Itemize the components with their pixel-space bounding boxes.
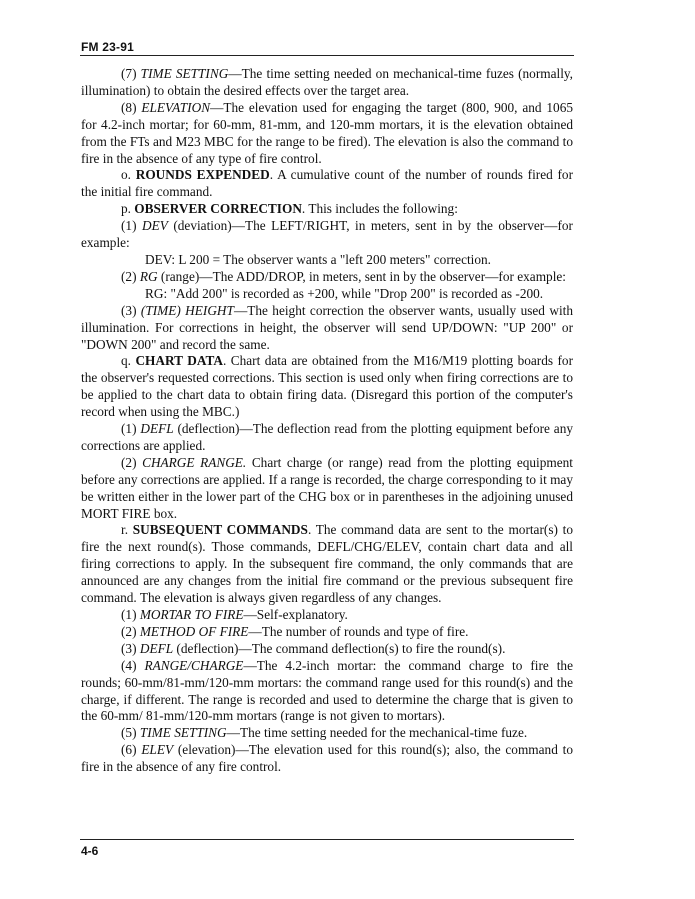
section-subsequent-commands <box>81 522 573 607</box>
example-rg: RG: "Add 200" is recorded as +200, while "Drop 200" is recorded as -200. <box>145 285 544 301</box>
section-text: . This includes the following: <box>301 201 458 217</box>
item-term: TIME SETTING <box>140 66 229 81</box>
item-term: (TIME) HEIGHT <box>140 302 234 318</box>
section-observer-correction <box>81 201 573 218</box>
item-term: RANGE/CHARGE <box>144 657 244 673</box>
item-text: —The 4.2-inch mortar: the command charge to fire the rounds; 60-mm/81-mm/120-mm mortars: the command range used for this round(s) and the charge, if different. The range is recorded and used to determine the charge that is given to the 60-mm/ 81-mm/120-mm mortars (range is not given to mortars). <box>81 657 573 724</box>
item-term: MORTAR TO FIRE <box>139 607 244 622</box>
section-chart-data <box>81 353 573 421</box>
item-term: ELEVATION <box>141 99 211 115</box>
item-number: (3) <box>121 302 141 318</box>
document-body <box>81 66 573 776</box>
item-term: METHOD OF FIRE <box>139 623 249 639</box>
para-range-charge <box>81 658 573 726</box>
section-title: ROUNDS EXPENDED <box>135 167 270 183</box>
item-number: (6) <box>121 742 142 758</box>
item-text: (deviation)—The LEFT/RIGHT, in meters, sent in by the observer—for example: <box>81 218 573 251</box>
item-text: —The height correction the observer wants, usually used with illumination. For corrections in height, the observer will send UP/DOWN: "UP 200" or "DOWN 200" and record the same. <box>81 302 573 352</box>
item-term: TIME SETTING <box>139 725 227 741</box>
item-number: (1) <box>121 607 140 622</box>
section-title: OBSERVER CORRECTION <box>134 201 302 217</box>
item-term: CHARGE RANGE. <box>142 454 247 470</box>
item-term: DEFL <box>140 421 174 437</box>
item-term: DEFL <box>139 640 174 656</box>
page-header: FM 23-91 <box>81 40 134 54</box>
item-text: (elevation)—The elevation used for this round(s); also, the command to fire in the absence of any fire control. <box>81 742 573 775</box>
item-text: —The elevation used for engaging the target (800, 900, and 1065 for 4.2-inch mortar; for 60-mm, 81-mm, and 120-mm mortars, it is the elevation obtained from the FTs and M23 MBC for the range to be fired). The elevation is also the command to fire in the absence of any type of fire control. <box>81 99 573 166</box>
item-number: (5) <box>121 725 140 741</box>
item-text: —The time setting needed on mechanical-time fuzes (normally, illumination) to obtain the desired effects over the target area. <box>81 66 573 98</box>
section-title: CHART DATA <box>135 353 223 369</box>
para-dev <box>81 218 573 252</box>
section-text: . The command data are sent to the mortar(s) to fire the next round(s). Those commands, DEFL/CHG/ELEV, contain chart data and all firing corrections to apply. In the subsequent fire command, the only commands that are announced are any changes from the initial fire command or the previous subsequent fire command. The elevation is always given regardless of any changes. <box>81 522 574 606</box>
section-rounds-expended <box>81 167 573 201</box>
item-number: (3) <box>121 640 140 656</box>
para-command-time-setting <box>81 725 573 742</box>
section-title: SUBSEQUENT COMMANDS <box>132 522 308 538</box>
item-text: (deflection)—The command deflection(s) to fire the round(s). <box>173 640 506 656</box>
item-term: ELEV <box>141 742 174 758</box>
item-text: (range)—The ADD/DROP, in meters, sent in by the observer—for example: <box>157 268 566 284</box>
para-time-setting <box>81 66 573 100</box>
item-term: RG <box>139 268 158 284</box>
section-text: . Chart data are obtained from the M16/M19 plotting boards for the observer's requested corrections. This section is used only when firing corrections are to be applied to the chart data to obtain firing data. (Disregard this portion of the computer's record when using the MBC.) <box>81 353 574 420</box>
para-height <box>81 303 573 354</box>
item-text: —The time setting needed for the mechanical-time fuze. <box>226 725 528 741</box>
item-number: (1) <box>121 421 141 437</box>
page-number: 4-6 <box>81 844 99 858</box>
item-number: (2) <box>121 623 140 639</box>
item-number: (1) <box>121 218 142 234</box>
para-method-of-fire <box>81 624 573 641</box>
para-mortar-to-fire <box>81 607 573 624</box>
para-command-elev <box>81 742 573 776</box>
example-dev: DEV: L 200 = The observer wants a "left 200 meters" correction. <box>145 251 491 267</box>
section-text: . A cumulative count of the number of rounds fired for the initial fire command. <box>81 167 573 200</box>
para-rg <box>81 269 573 286</box>
item-text: Chart charge (or range) read from the plotting equipment before any corrections are applied. If a range is recorded, the charge corresponding to it may be written either in the lower part of the CHG box or in parentheses in the adjoining unused MORT FIRE box. <box>81 454 573 521</box>
item-text: —The number of rounds and type of fire. <box>248 623 469 639</box>
para-defl <box>81 421 573 455</box>
section-letter: r. <box>121 522 133 538</box>
item-text: (deflection)—The deflection read from the plotting equipment before any corrections are applied. <box>81 421 573 453</box>
para-command-defl <box>81 641 573 658</box>
header-rule <box>80 55 574 56</box>
item-number: (8) <box>121 99 142 115</box>
item-term: DEV <box>142 218 168 234</box>
item-number: (2) <box>121 268 140 284</box>
item-number: (2) <box>121 454 143 470</box>
section-letter: q. <box>121 353 136 369</box>
item-number: (7) <box>121 66 141 81</box>
item-number: (4) <box>121 657 145 673</box>
item-text: —Self-explanatory. <box>243 607 348 622</box>
para-charge-range <box>81 455 573 523</box>
section-letter: p. <box>121 201 135 217</box>
section-letter: o. <box>121 167 136 183</box>
para-elevation <box>81 100 573 168</box>
footer-rule <box>80 839 574 840</box>
